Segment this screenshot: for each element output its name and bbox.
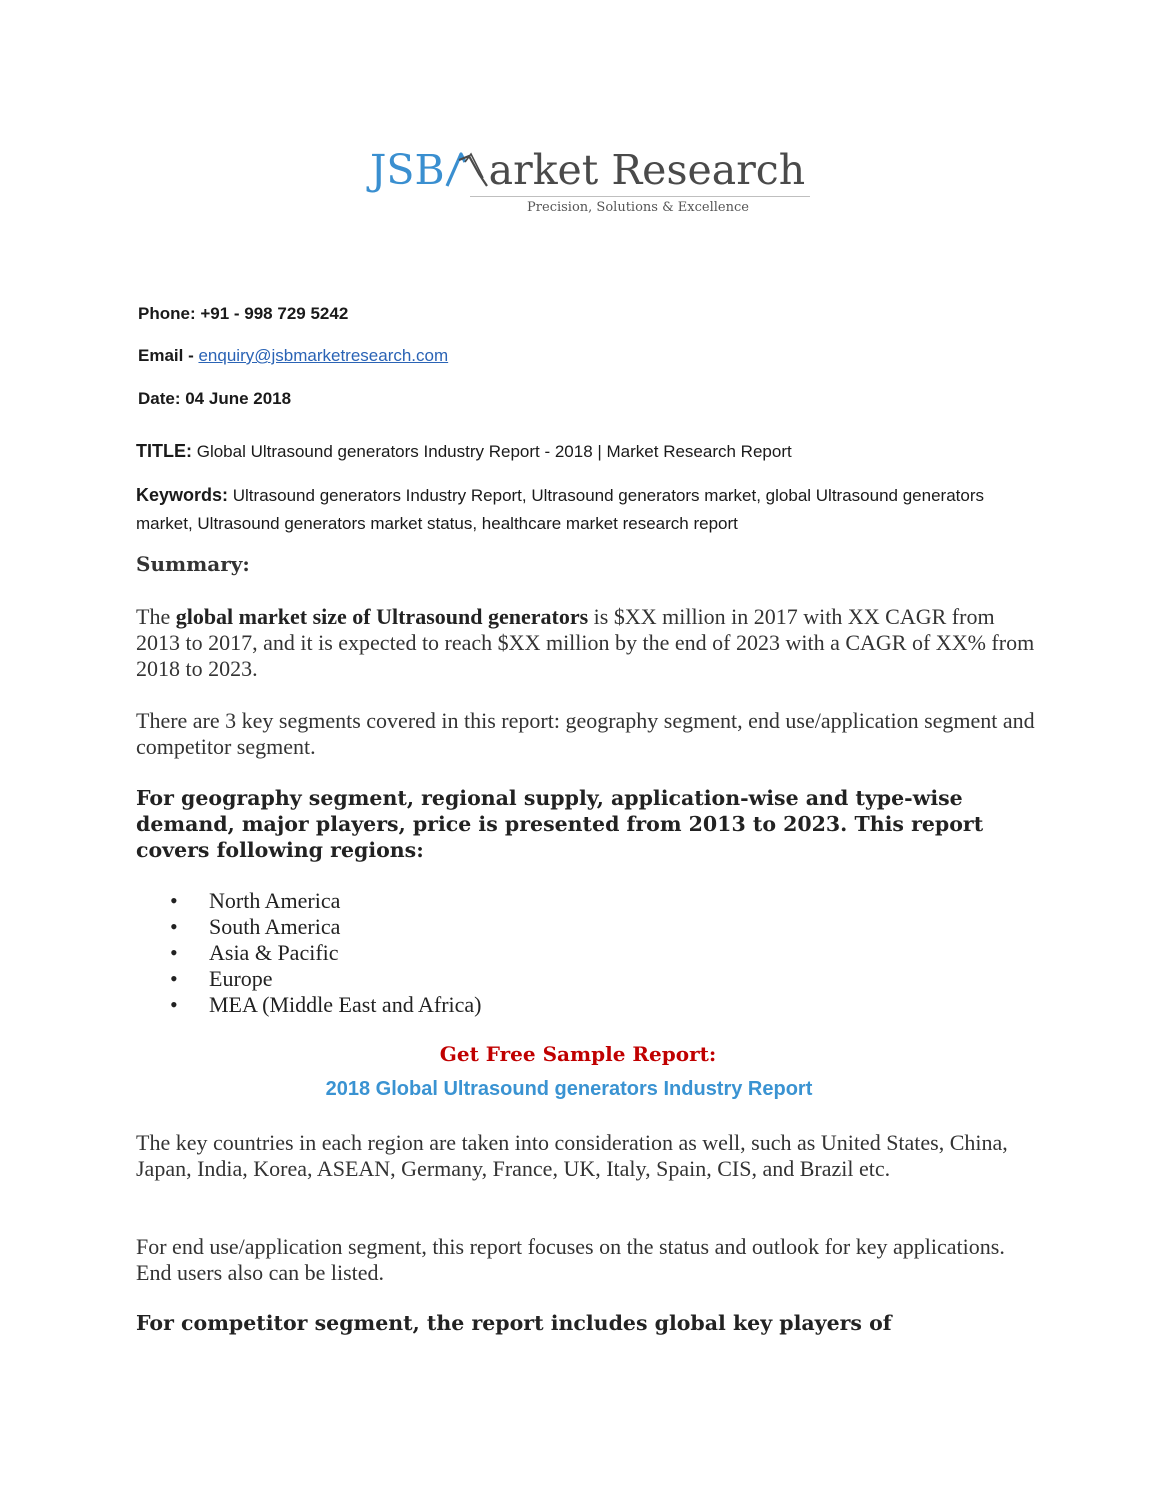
summary-paragraph-market-size — [136, 604, 1036, 682]
keywords-label: Keywords: — [136, 485, 229, 505]
p1-bold: global market size of Ultrasound generators — [175, 604, 589, 629]
bullet-icon: • — [170, 992, 178, 1017]
geography-segment-paragraph: For geography segment, regional supply, application-wise and type-wise demand, major players, price is presented from 2013 to 2023. This report covers following regions: — [136, 786, 984, 862]
report-keywords — [136, 481, 1036, 538]
contact-date: Date: 04 June 2018 — [138, 389, 292, 408]
title-value: Global Ultrasound generators Industry Report - 2018 | Market Research Report — [192, 442, 792, 461]
report-title — [136, 437, 1036, 466]
key-countries-paragraph: The key countries in each region are taken into consideration as well, such as United States, China, Japan, India, Korea, ASEAN, Germany, France, UK, Italy, Spain, CIS, and Brazil etc. — [136, 1130, 1008, 1181]
logo-m-mark-icon — [445, 148, 489, 188]
region-label: Asia & Pacific — [209, 940, 339, 965]
summary-paragraph-segments: There are 3 key segments covered in this report: geography segment, end use/application segment and competitor segment. — [136, 708, 1035, 759]
list-item — [170, 940, 482, 966]
logo-brand-prefix: JSB — [370, 146, 445, 194]
region-label: South America — [209, 914, 341, 939]
bullet-icon: • — [170, 888, 178, 913]
bullet-icon: • — [170, 940, 178, 965]
keywords-value: Ultrasound generators Industry Report, Ultrasound generators market, global Ultrasound generators market, Ultrasound generators market status, healthcare market research report — [136, 486, 984, 533]
bullet-icon: • — [170, 966, 178, 991]
regions-list — [170, 888, 482, 1018]
end-use-paragraph: For end use/application segment, this report focuses on the status and outlook for key applications. End users also can be listed. — [136, 1234, 1005, 1285]
list-item — [170, 914, 482, 940]
region-label: Europe — [209, 966, 273, 991]
list-item — [170, 966, 482, 992]
sample-report-link[interactable]: 2018 Global Ultrasound generators Industry Report — [325, 1078, 813, 1100]
logo-tagline: Precision, Solutions & Excellence — [527, 200, 749, 215]
competitor-segment-paragraph: For competitor segment, the report includes global key players of — [136, 1311, 892, 1335]
p1-prefix: The — [136, 604, 176, 629]
title-label: TITLE: — [136, 441, 192, 461]
region-label: North America — [209, 888, 341, 913]
contact-phone: Phone: +91 - 998 729 5242 — [138, 304, 349, 323]
region-label: MEA (Middle East and Africa) — [209, 992, 482, 1017]
p1-suffix: is $XX million in 2017 with XX CAGR from 2013 to 2017, and it is expected to reach $XX million by the end of 2023 with a CAGR of XX% from 2018 to 2023. — [136, 604, 1035, 681]
contact-email — [138, 346, 448, 366]
list-item — [170, 888, 482, 914]
summary-heading: Summary: — [136, 552, 250, 576]
logo-wordmark — [370, 140, 805, 200]
company-logo — [370, 140, 820, 230]
bullet-icon: • — [170, 914, 178, 939]
list-item — [170, 992, 482, 1018]
logo-brand-rest: arket Research — [488, 146, 806, 194]
email-label: Email - — [138, 346, 199, 365]
sample-report-heading: Get Free Sample Report: — [439, 1042, 717, 1066]
email-link[interactable]: enquiry@jsbmarketresearch.com — [198, 346, 449, 365]
logo-divider — [470, 196, 810, 197]
